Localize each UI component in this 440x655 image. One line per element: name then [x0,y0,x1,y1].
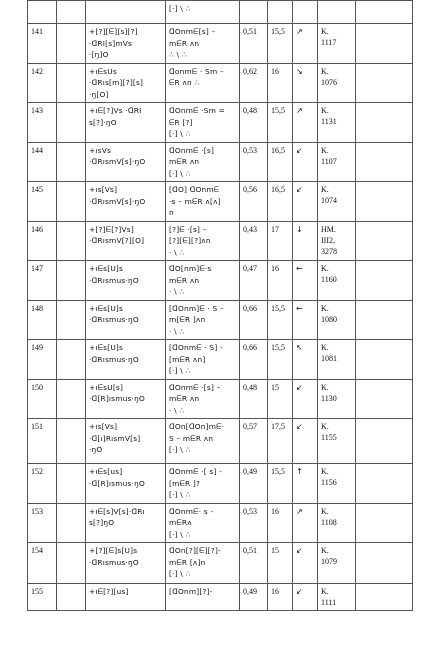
text-line: [ᗡOnmᗴ · S] - [169,343,223,352]
ratio-cell: 0,49 [240,464,268,504]
empty-cell [57,543,86,584]
table-body [28,1,413,611]
text-line: ᗡOnmᗴ ·[s] [169,145,215,155]
text-line: [·] \ ∴ [169,366,191,375]
text-line: HM. [321,224,336,234]
direction-arrow-icon: ↗ [293,503,318,543]
transcription-cell [166,221,240,261]
reference-cell [318,464,356,504]
text-line: 1081 [321,354,337,363]
ratio-cell: 0,48 [240,379,268,419]
text-line: +[?][ᗴ]s[U]s [89,546,138,555]
direction-arrow-icon [293,1,318,24]
direction-arrow-icon: ← [293,300,318,340]
table-row [28,103,413,143]
height-cell: 16,5 [268,142,293,182]
text-line: mᗴR ʌn [169,157,200,166]
empty-cell [57,182,86,222]
text-line: 1111 [321,598,337,607]
row-id-cell: 155 [28,584,57,611]
height-cell: 15,5 [268,300,293,340]
text-line: s[?]ŋO [89,518,115,527]
ratio-cell: 0,56 [240,182,268,222]
empty-cell [356,63,413,103]
reference-cell [318,142,356,182]
height-cell: 15,5 [268,464,293,504]
inscription-cell [86,24,166,64]
table-row [28,340,413,380]
table-row [28,419,413,464]
text-line: ·[ŋ]O [89,50,109,59]
row-id-cell: 150 [28,379,57,419]
inscription-cell [86,63,166,103]
row-id-cell: 153 [28,503,57,543]
text-line: K. [321,343,329,352]
text-line: +[?]ᗴ[?]Vs] [89,224,134,234]
row-id-cell: 147 [28,261,57,301]
text-line: ᗡO[nm]ᗴ·s [169,264,212,273]
text-line: 1156 [321,478,337,487]
text-line: ·ᗡRısmus·ŋO [89,354,139,364]
empty-cell [57,261,86,301]
transcription-cell [166,1,240,24]
text-line: 3278 [321,246,337,256]
ratio-cell: 0,43 [240,221,268,261]
text-line: 1079 [321,557,337,566]
table-row [28,379,413,419]
height-cell: 16,5 [268,182,293,222]
inscription-cell [86,464,166,504]
ratio-cell: 0,66 [240,340,268,380]
text-line: [?][ᗴ][?]ʌn [169,236,211,245]
text-line: +ıᗴsU[s] [89,382,124,392]
height-cell: 15 [268,543,293,584]
inscription-cell [86,543,166,584]
text-line: ·ᗡRısmV[s]·ŋO [89,157,146,166]
text-line: K. [321,467,329,476]
direction-arrow-icon: ↙ [293,182,318,222]
inscription-cell [86,340,166,380]
direction-arrow-icon: ← [293,261,318,301]
empty-cell [57,142,86,182]
text-line: ·ᗡ[R]ısmus·ŋO [89,394,146,403]
text-line: ᗡOn[ᗡOn]mᗴ· [169,422,225,431]
empty-cell [356,379,413,419]
text-line: +ıᗴ[s]V[s]·ᗡRı [89,506,145,516]
reference-cell [318,584,356,611]
text-line: K. [321,382,329,392]
text-line: 1155 [321,433,337,442]
empty-cell [57,584,86,611]
text-line: ·ŋ[O] [89,89,109,99]
text-line: +ıᗴsUs [89,66,117,76]
text-line: s[?]·ŋO [89,117,117,127]
table-row [28,63,413,103]
inscription-cell [86,379,166,419]
text-line: · \ ∴ [169,405,185,415]
text-line: [·] \ ∴ [169,129,191,138]
empty-cell [356,340,413,380]
table-row [28,300,413,340]
text-line: mᗴR [ʌ]n [169,557,206,567]
empty-cell [356,584,413,611]
text-line: ·ᗡ[ı]RısmV[s] [89,433,141,443]
inscription-cell [86,300,166,340]
text-line: ·ᗡRısmV[?][O] [89,236,145,245]
reference-cell [318,379,356,419]
transcription-cell [166,340,240,380]
text-line: ᗡOnmᗴ· s - [169,506,214,516]
row-id-cell: 144 [28,142,57,182]
text-line: +ıᗴs[U]s [89,264,124,273]
reference-cell [318,1,356,24]
text-line: K. [321,587,329,596]
text-line: 1076 [321,77,337,87]
text-line: +ıᗴs[U]s [89,343,124,352]
inscription-cell [86,261,166,301]
text-line: ᗡOnmᗴ ·[s] – [169,382,221,392]
table-row [28,142,413,182]
inscription-cell [86,182,166,222]
inscription-cell [86,103,166,143]
text-line: ·s – mᗴR ʌ[ʌ] [169,196,221,206]
ratio-cell: 0,48 [240,103,268,143]
direction-arrow-icon: ↘ [293,63,318,103]
empty-cell [57,503,86,543]
reference-cell [318,221,356,261]
text-line: ᗡOnmᗴ ·[ s] - [169,467,222,476]
text-line: +ıᗴ[?][us] [89,587,129,596]
ratio-cell: 0,53 [240,142,268,182]
text-line: ᗡonmᗴ · Sm – [169,66,224,76]
empty-cell [356,261,413,301]
text-line: K. [321,264,329,273]
transcription-cell [166,24,240,64]
empty-cell [57,103,86,143]
transcription-cell [166,103,240,143]
text-line: [·] \ ∴ [169,168,191,178]
table-row [28,543,413,584]
height-cell: 15 [268,379,293,419]
empty-cell [356,24,413,64]
transcription-cell [166,379,240,419]
reference-cell [318,103,356,143]
reference-cell [318,300,356,340]
text-line: [·] \ ∴ [169,529,191,539]
direction-arrow-icon: ↙ [293,379,318,419]
reference-cell [318,503,356,543]
text-line: 1080 [321,314,337,324]
transcription-cell [166,543,240,584]
height-cell: 17 [268,221,293,261]
row-id-cell: 145 [28,182,57,222]
text-line: K. [321,27,329,36]
row-id-cell: 146 [28,221,57,261]
ratio-cell: 0,47 [240,261,268,301]
text-line: +ıs[Vs] [89,422,118,431]
empty-cell [57,419,86,464]
text-line: K. [321,303,329,313]
ratio-cell: 0,66 [240,300,268,340]
text-line: mᗴR ʌn [169,394,200,403]
row-id-cell: 149 [28,340,57,380]
inscription-cell [86,419,166,464]
text-line: 1074 [321,196,337,205]
table-row [28,182,413,222]
transcription-cell [166,261,240,301]
height-cell: 16 [268,584,293,611]
empty-cell [57,464,86,504]
text-line: [·] \ ∴ [169,490,191,499]
text-line: ᗴR [?] [169,117,193,127]
text-line: · \ ∴ [169,247,185,257]
reference-cell [318,340,356,380]
height-cell: 15,5 [268,340,293,380]
ratio-cell: 0,53 [240,503,268,543]
direction-arrow-icon: ↗ [293,103,318,143]
empty-cell [57,1,86,24]
table-row [28,584,413,611]
text-line: ·ᗡRısmV[s]·ŋO [89,196,146,206]
ratio-cell: 0,51 [240,543,268,584]
inscription-cell [86,584,166,611]
height-cell: 16 [268,63,293,103]
empty-cell [57,24,86,64]
text-line: 1131 [321,117,337,126]
table-row [28,1,413,24]
empty-cell [57,340,86,380]
text-line: mᗴR ʌn [169,38,200,48]
direction-arrow-icon: ↙ [293,142,318,182]
text-line: ∴ \ ∴ [169,50,187,59]
direction-arrow-icon: ↑ [293,464,318,504]
empty-cell [356,503,413,543]
text-line: ·ᗡ[R]ısmus·ŋO [89,478,146,488]
empty-cell [356,300,413,340]
inscription-cell [86,1,166,24]
text-line: [mᗴR ʌn] [169,354,206,364]
text-line: ᗡOn[?][ᗴ][?]- [169,546,221,555]
height-cell: 16 [268,503,293,543]
text-line: K. [321,506,329,516]
text-line: ·ᗡRısmus·ŋO [89,557,139,567]
ratio-cell [240,1,268,24]
text-line: m[ᗴR ]ʌn [169,315,206,324]
transcription-cell [166,142,240,182]
coin-inscriptions-table [27,0,413,611]
table-row [28,261,413,301]
text-line: [ᗡOnm][?]- [169,587,213,596]
empty-cell [356,543,413,584]
row-id-cell [28,1,57,24]
empty-cell [57,379,86,419]
text-line: ᗡOnmᗴ[s] – [169,27,216,36]
text-line: ·ᗡRıs[m][?][s] [89,78,144,87]
direction-arrow-icon: ↗ [293,24,318,64]
text-line: ·ᗡRısmus·ŋO [89,275,139,285]
text-line: K. [321,145,329,155]
table-row [28,503,413,543]
text-line: ᗡOnmᗴ ·Sm = [169,106,226,115]
text-line: +ıᗴs[U]s [89,303,124,313]
row-id-cell: 152 [28,464,57,504]
row-id-cell: 148 [28,300,57,340]
text-line: [mᗴR ]? [169,478,201,488]
height-cell [268,1,293,24]
text-line: 1108 [321,517,337,527]
text-line: ·ŋO [89,445,103,454]
height-cell: 16 [268,261,293,301]
direction-arrow-icon: ↙ [293,584,318,611]
reference-cell [318,543,356,584]
transcription-cell [166,503,240,543]
empty-cell [57,63,86,103]
empty-cell [356,464,413,504]
text-line: [·] \ ∴ [169,569,191,578]
ratio-cell: 0,62 [240,63,268,103]
empty-cell [356,419,413,464]
direction-arrow-icon: ↖ [293,340,318,380]
height-cell: 15,5 [268,103,293,143]
text-line: K. [321,422,329,431]
transcription-cell [166,419,240,464]
text-line: III2, [321,235,335,245]
text-line: 1130 [321,393,337,403]
text-line: K. [321,546,329,555]
text-line: +ıs[Vs] [89,185,118,194]
text-line: mᗴRʌ [169,518,192,527]
direction-arrow-icon: ↙ [293,419,318,464]
empty-cell [356,221,413,261]
ratio-cell: 0,51 [240,24,268,64]
text-line: [·] \ ∴ [169,4,191,13]
transcription-cell [166,584,240,611]
row-id-cell: 141 [28,24,57,64]
text-line: · \ ∴ [169,326,185,336]
empty-cell [356,1,413,24]
empty-cell [356,142,413,182]
text-line: +[?][ᗴ][s][?] [89,27,138,36]
height-cell: 17,5 [268,419,293,464]
reference-cell [318,63,356,103]
transcription-cell [166,300,240,340]
inscription-cell [86,503,166,543]
text-line: +ısVs [89,145,112,155]
transcription-cell [166,464,240,504]
ratio-cell: 0,57 [240,419,268,464]
text-line: K. [321,106,329,115]
row-id-cell: 154 [28,543,57,584]
text-line: +ıᗴ[?]Vs ·ᗡRI [89,106,142,115]
row-id-cell: 143 [28,103,57,143]
text-line: ᗴR ʌn ∴ [169,78,200,87]
direction-arrow-icon: ↓ [293,221,318,261]
reference-cell [318,419,356,464]
text-line: 1117 [321,38,337,47]
direction-arrow-icon: ↙ [293,543,318,584]
reference-cell [318,261,356,301]
text-line: [?]ᗴ ·[s] – [169,224,207,234]
empty-cell [57,221,86,261]
text-line: mᗴR ʌn [169,275,200,285]
text-line: ·ᗡRI[s]mVs [89,38,133,48]
inscription-cell [86,142,166,182]
text-line: n [169,208,174,217]
row-id-cell: 151 [28,419,57,464]
ratio-cell: 0,49 [240,584,268,611]
reference-cell [318,24,356,64]
row-id-cell: 142 [28,63,57,103]
inscription-cell [86,221,166,261]
text-line: S – mᗴR ʌn [169,433,214,443]
text-line: K. [321,185,329,194]
empty-cell [356,182,413,222]
empty-cell [57,300,86,340]
text-line: [·] \ ∴ [169,445,191,454]
text-line: ·ᗡRısmus·ŋO [89,315,139,324]
table-row [28,24,413,64]
text-line: · \ ∴ [169,287,185,296]
text-line: 1107 [321,156,337,166]
transcription-cell [166,182,240,222]
text-line: 1160 [321,275,337,284]
text-line: [ᗡOnm]ᗴ · S – [169,303,224,313]
text-line: K. [321,66,329,76]
reference-cell [318,182,356,222]
height-cell: 15,5 [268,24,293,64]
text-line: [ᗡO] ᗡOnmᗴ [169,185,220,194]
table-row [28,221,413,261]
table-row [28,464,413,504]
empty-cell [356,103,413,143]
text-line: +ıᗴs[us] [89,467,123,476]
transcription-cell [166,63,240,103]
